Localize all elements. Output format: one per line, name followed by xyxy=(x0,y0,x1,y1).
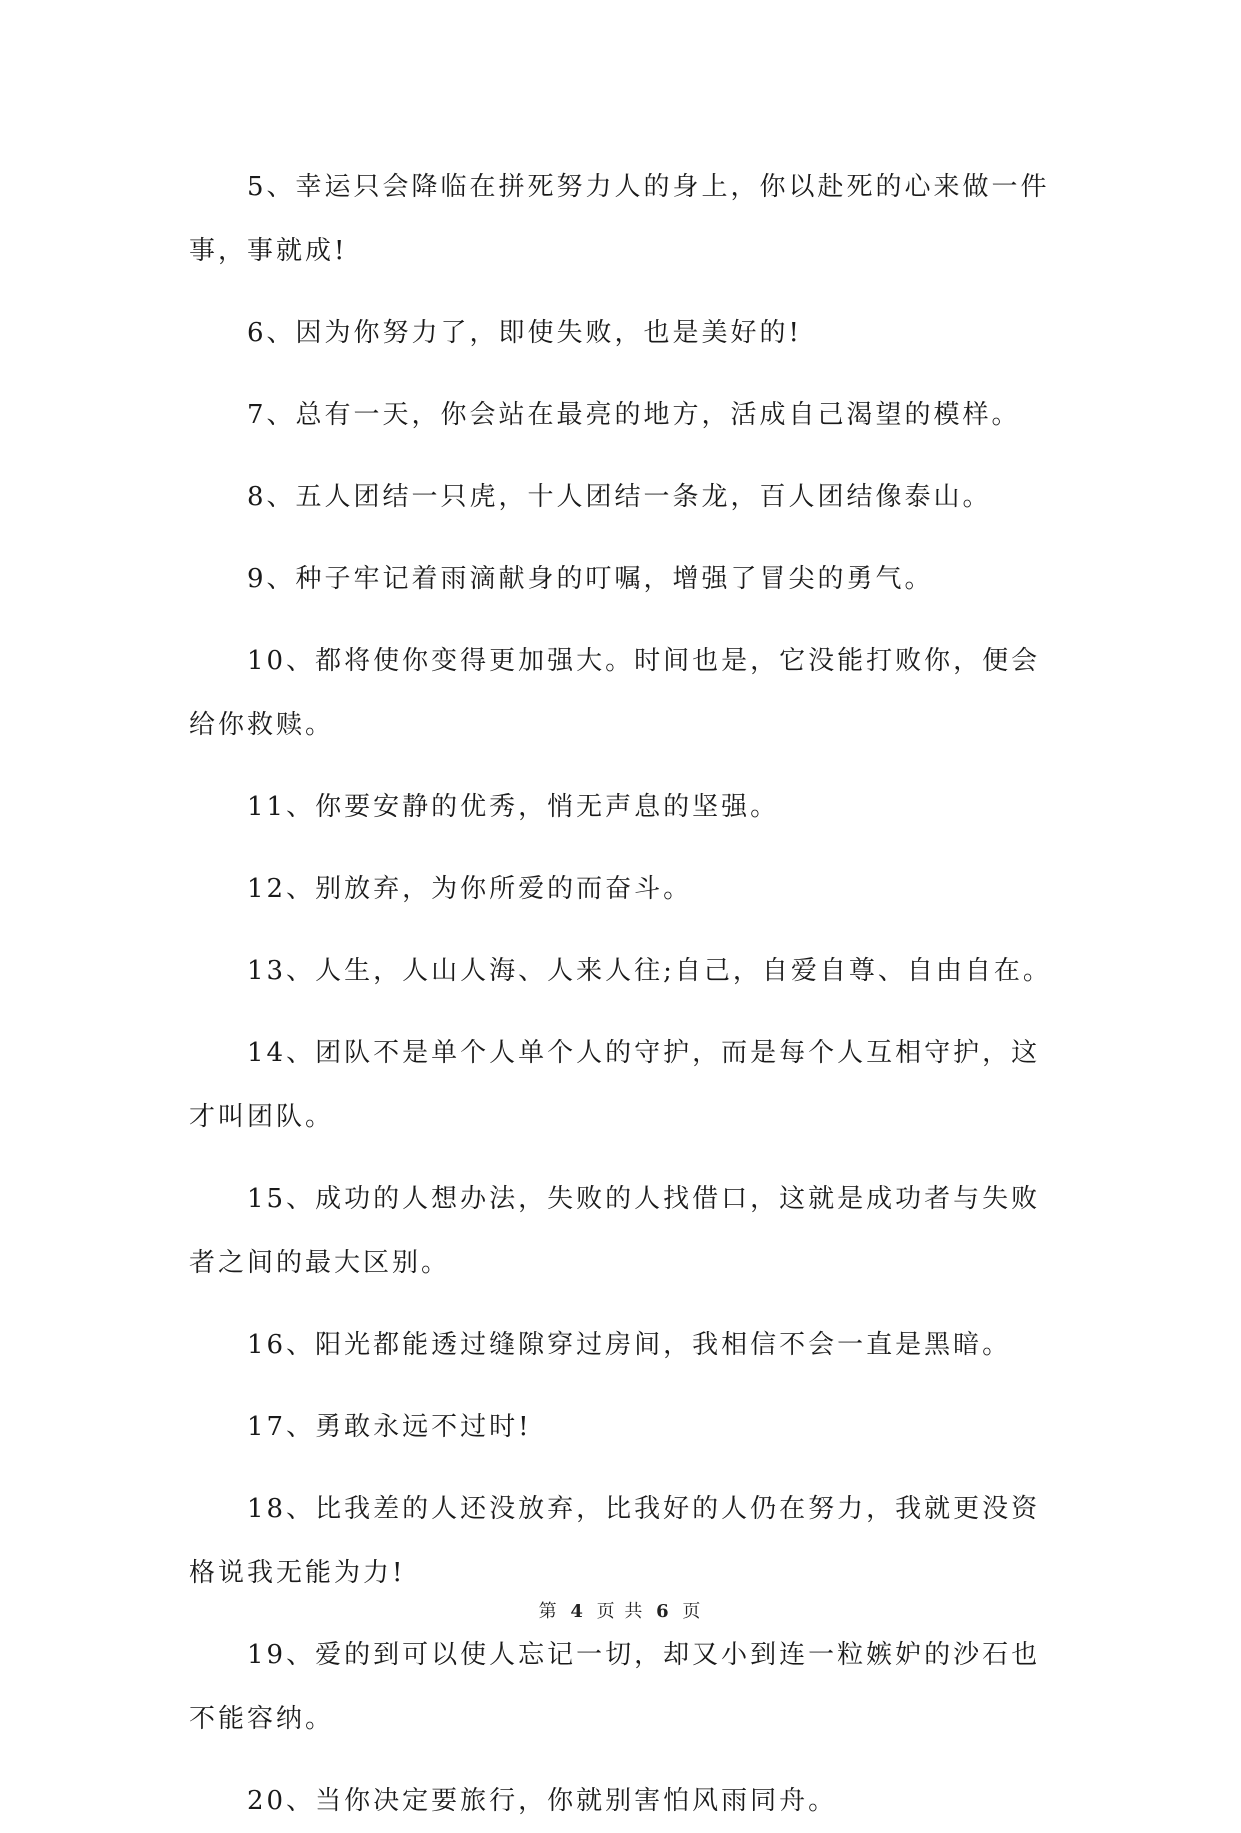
list-item: 14、团队不是单个人单个人的守护，而是每个人互相守护，这才叫团队。 xyxy=(189,1038,1041,1132)
list-item: 8、五人团结一只虎，十人团结一条龙，百人团结像泰山。 xyxy=(247,482,992,512)
list-item: 19、爱的到可以使人忘记一切，却又小到连一粒嫉妒的沙石也不能容纳。 xyxy=(189,1640,1041,1734)
list-item: 7、总有一天，你会站在最亮的地方，活成自己渴望的模样。 xyxy=(247,400,1021,430)
current-page-number: 4 xyxy=(570,1601,585,1622)
list-item: 5、幸运只会降临在拼死努力人的身上，你以赴死的心来做一件事，事就成! xyxy=(189,172,1050,266)
footer-prefix: 第 xyxy=(538,1601,559,1622)
footer-suffix: 页 xyxy=(682,1601,703,1622)
list-item: 16、阳光都能透过缝隙穿过房间，我相信不会一直是黑暗。 xyxy=(247,1330,1012,1360)
list-item: 15、成功的人想办法，失败的人找借口，这就是成功者与失败者之间的最大区别。 xyxy=(189,1184,1041,1278)
list-item: 10、都将使你变得更加强大。时间也是，它没能打败你，便会给你救赎。 xyxy=(189,646,1041,740)
page-footer xyxy=(0,1597,1241,1623)
footer-mid: 页 共 xyxy=(596,1601,645,1622)
list-item: 17、勇敢永远不过时! xyxy=(247,1412,532,1442)
list-item: 12、别放弃，为你所爱的而奋斗。 xyxy=(247,874,693,904)
quote-list xyxy=(189,155,1059,1833)
list-item: 20、当你决定要旅行，你就别害怕风雨同舟。 xyxy=(247,1786,838,1816)
list-item: 13、人生，人山人海、人来人往;自己，自爱自尊、自由自在。 xyxy=(247,956,1052,986)
list-item: 6、因为你努力了，即使失败，也是美好的! xyxy=(247,318,802,348)
list-item: 18、比我差的人还没放弃，比我好的人仍在努力，我就更没资格说我无能为力! xyxy=(189,1494,1041,1588)
total-pages-number: 6 xyxy=(656,1601,671,1622)
list-item: 11、你要安静的优秀，悄无声息的坚强。 xyxy=(247,792,780,822)
list-item: 9、种子牢记着雨滴献身的叮嘱，增强了冒尖的勇气。 xyxy=(247,564,934,594)
